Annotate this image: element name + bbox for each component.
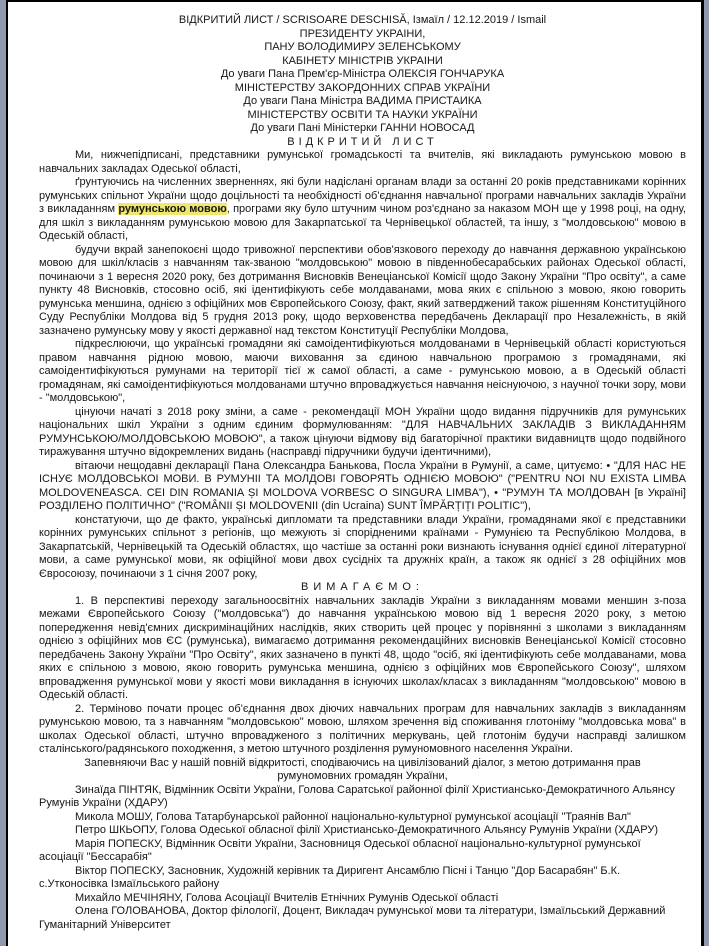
signature-item: Олена ГОЛОВАНОВА, Доктор філології, Доцент, Викладач румунської мови та літератури, Ізмаїльський Державний Гуманітарний Університет (39, 905, 666, 931)
header-line: До уваги Пана Прем'єр-Міністра ОЛЕКСІЯ ГОНЧАРУКА (220, 68, 505, 80)
paragraph-appreciation: цінуючи начаті з 2018 року зміни, а саме - рекомендації МОН України щодо видання підручників для румунських національних шкіл України з одним єдиним формулюванням: "ДЛЯ НАВЧАЛЬНИХ ЗАКЛАДІВ З ВИКЛАДАННЯМ РУМУНСЬКОЮ/МОЛДОВСЬКОЮ МОВОЮ", а також цінуючи відмову від багаторічної практики видавництв щодо подвійного тиражування штучно відокремлених видань (насправді підручники будучи ідентичними), (39, 405, 686, 458)
paragraph-statement: констатуючи, що де факто, українські дипломати та представники влади України, громадянами якої є представники корінних румунських спільнот з регіонів, що межують зі спорідненими країнами - Румунією та Республікою Молдова, в Закарпатській, Чернівецькій та Одеській областях, що частіше за останні роки визнають існування однієї єдиної літературної мови, а саме румунської мови, як офіційної мови двох сусідніх та дружніх країн, а також як однієї з 28 офіційних мов Євросоюзу, починаючи з 1 січня 2007 року, (39, 513, 686, 580)
signature-item: Микола МОШУ, Голова Татарбунарської районної національно-культурної румунської асоціації "Траянів Вал" (75, 810, 631, 823)
header-line: До уваги Пані Міністерки ГАННИ НОВОСАД (250, 122, 475, 134)
paragraph-concern: будучи вкрай занепокоєні щодо тривожної перспективи обов'язкового переходу до навчання державною українською мовою для шкіл/класів з навчанням так-званою "молдовською" мовою в південнобесарабських районах Одеської області, починаючи з 1 вересня 2020 року, без дотримання Висновків Венеціанської Комісії щодо Закону України "Про освіту", а саме пункту 48 Висновків, стосовно осіб, які ідентифікують себе молдаванами, мова яких є спільною з мовою, якою говорить румунська меншина, однією з офіційних мов Європейського Союзу, факт, який затверджений також рішенням Конституційного Суду Республіки Молдова від 5 грудня 2013 року, щодо верховенства передбачень Декларації про Незалежність, в якій зазначено румунську мову у якості державної над текстом Конституції Республіки Молдова, (39, 243, 686, 337)
paragraph-grounds (39, 176, 686, 244)
demand-item-1: 1. В перспективі переходу загальноосвітніх навчальних закладів України з викладанням мовами меншин з-поза межами Європейського Союзу ("молдовська") до навчання українською мовою від 1 вересня 2020 року, з метою попередження невід'ємних дискримінаційних наслідків, яких створить цей процес у порівнянні з школами з викладанням однією з офіційних мов ЄС (румунська), вимагаємо дотримання рекомендаційних висновків Венеціанської Комісії стосовно передбачень Закону України "Про Освіту", яких зазначено в пункті 48, щодо "осіб, які ідентифікують себе молдаванами, мова яких є спільною з мовою, якою говорить румунська меншина, однією з офіційних мов Європейського Союзу", шляхом впровадження румунської мови у якості мови викладання в існуючих школах/класах з викладанням "молдовською" мовою в Одеській області. (39, 594, 686, 701)
closing-line-2: румуномовних громадян України, (277, 770, 448, 782)
header-line: МІНІСТЕРСТВУ ОСВІТИ ТА НАУКИ УКРАЇНИ (247, 108, 478, 121)
signature-item: Марія ПОПЕСКУ, Відмінник Освіти України, Засновниця Одеської обласної національно-культурної румунської асоціації "Бессарабія" (39, 837, 641, 863)
signature-item: Петро ШКЬОПУ, Голова Одеської обласної філії Христиансько-Демократичного Альянсу Румунів України (ХДАРУ) (75, 824, 659, 836)
header-line: До уваги Пана Міністра ВАДИМА ПРИСТАИКА (243, 95, 482, 107)
signature-item: Зинаїда ПІНТЯК, Відмінник Освіти України, Голова Саратської районної філії Христиансько-Демократичного Альянсу Румунів України (ХДАРУ) (39, 783, 675, 809)
document-page (6, 0, 704, 946)
paragraph-grounds-post: , програми яку було штучним чином роз'єднано за наказом МОН ще у 1998 році, на одну, для шкіл з викладанням румунською мовою для Закарпатської та Чернівецької областей, та іншу, з "молдовською" мовою в Одеській області, (39, 203, 686, 242)
letter-content (8, 2, 701, 946)
demands-heading: ВИМАГАЄМО: (301, 581, 424, 593)
paragraph-intro: Ми, нижчепідписані, представники румунської громадськості та вчителів, які викладають румунською мовою в навчальних закладах Одеської області, (39, 149, 686, 175)
letter-title: ВІДКРИТИЙ ЛИСТ (287, 135, 438, 148)
header-line: ПРЕЗИДЕНТУ УКРАІНИ, (299, 27, 426, 40)
header-line: МІНІСТЕРСТВУ ЗАКОРДОННИХ СПРАВ УКРАЇНИ (234, 81, 491, 94)
closing-line-1: Запевняючи Вас у нашій повній відкритості, сподіваючись на цивілізований діалог, з метою дотримання прав (84, 756, 641, 769)
paragraph-declarations: вітаючи нещодавні декларації Пана Олександра Банькова, Посла України в Румунії, а саме, цитуємо: • "ДЛЯ НАС НЕ ІСНУЄ МОЛДОВСЬКОІ МОВИ. В РУМУНІІ ТА МОЛДОВІ ГОВОРЯТЬ ОДНІЄЮ МОВОЮ" ("PENTRU NOI NU EXISTA LIMBA MOLDOVENEASCA. CEI DIN ROMANIA ȘI MOLDOVA VORBESC O SINGURA LIMBA"), • "РУМУН ТА МОЛДОВАН [в Україні] РОЗДІЛЕНО ПОЛІТИЧНО" ("ROMÂNII ȘI MOLDOVENII (din Ucraina) SUNT ÎMPĂRȚIȚI POLITIC"), (39, 459, 686, 512)
header-line: ПАНУ ВОЛОДИМИРУ ЗЕЛЕНСЬКОМУ (264, 41, 461, 53)
header-line: ВІДКРИТИЙ ЛИСТ / SCRISOARE DESCHISĂ, Ізмаїл / 12.12.2019 / Ismail (178, 14, 547, 26)
header-line: КАБІНЕТУ МІНІСТРІВ УКРАІНИ (282, 54, 443, 67)
demand-item-2: 2. Терміново почати процес об'єднання двох діючих навчальних програм для навчальних закладів з викладанням румунською мовою, та з навчанням "молдовською" мовою, шляхом зречення від споживання глотоніму "молдовська мова" в школах Одеської області, штучно впровадженого з політичних меркувань, цей глотонім будучи насправді залишком сталінського/радянського походження, з метою штучного розділення румуномовного населення України. (39, 702, 686, 755)
paragraph-emphasis: підкреслюючи, що українські громадяни які самоідентифікуються молдованами в Чернівецькій області користуються правом навчання рідною мовою, маючи виховання за єдиною навчальною програмою з громадянами, які самоідентифікуються румунами на території тієї ж самої області, а саме - румунською мовою, а в Одеській області громадянам, які самоідентифікуються молдованами штучно впроваджується навчання неіснуючою, з научної точки зору, мови - "молдовською", (39, 338, 686, 404)
closing-statement (39, 757, 686, 784)
paragraph-grounds-pre: ґрунтуючись на численних зверненнях, які були надіслані органам влади за останні 20 років представниками корінних румунських спільнот України щодо доцільності та необхідності об'єднання навчальної програми навчальних закладів України з викладанням (39, 176, 686, 215)
highlighted-phrase: румунською мовою (118, 203, 227, 215)
signature-item: Михайло МЕЧІНЯНУ, Голова Асоціації Вчителів Етнічних Румунів Одеської області (75, 891, 499, 904)
signature-item: Віктор ПОПЕСКУ, Засновник, Художній керівник та Диригент Ансамблю Пісні і Танцю "Дор Басарабян" Б.К. с.Утконосівка Ізмаїльського району (39, 864, 621, 890)
